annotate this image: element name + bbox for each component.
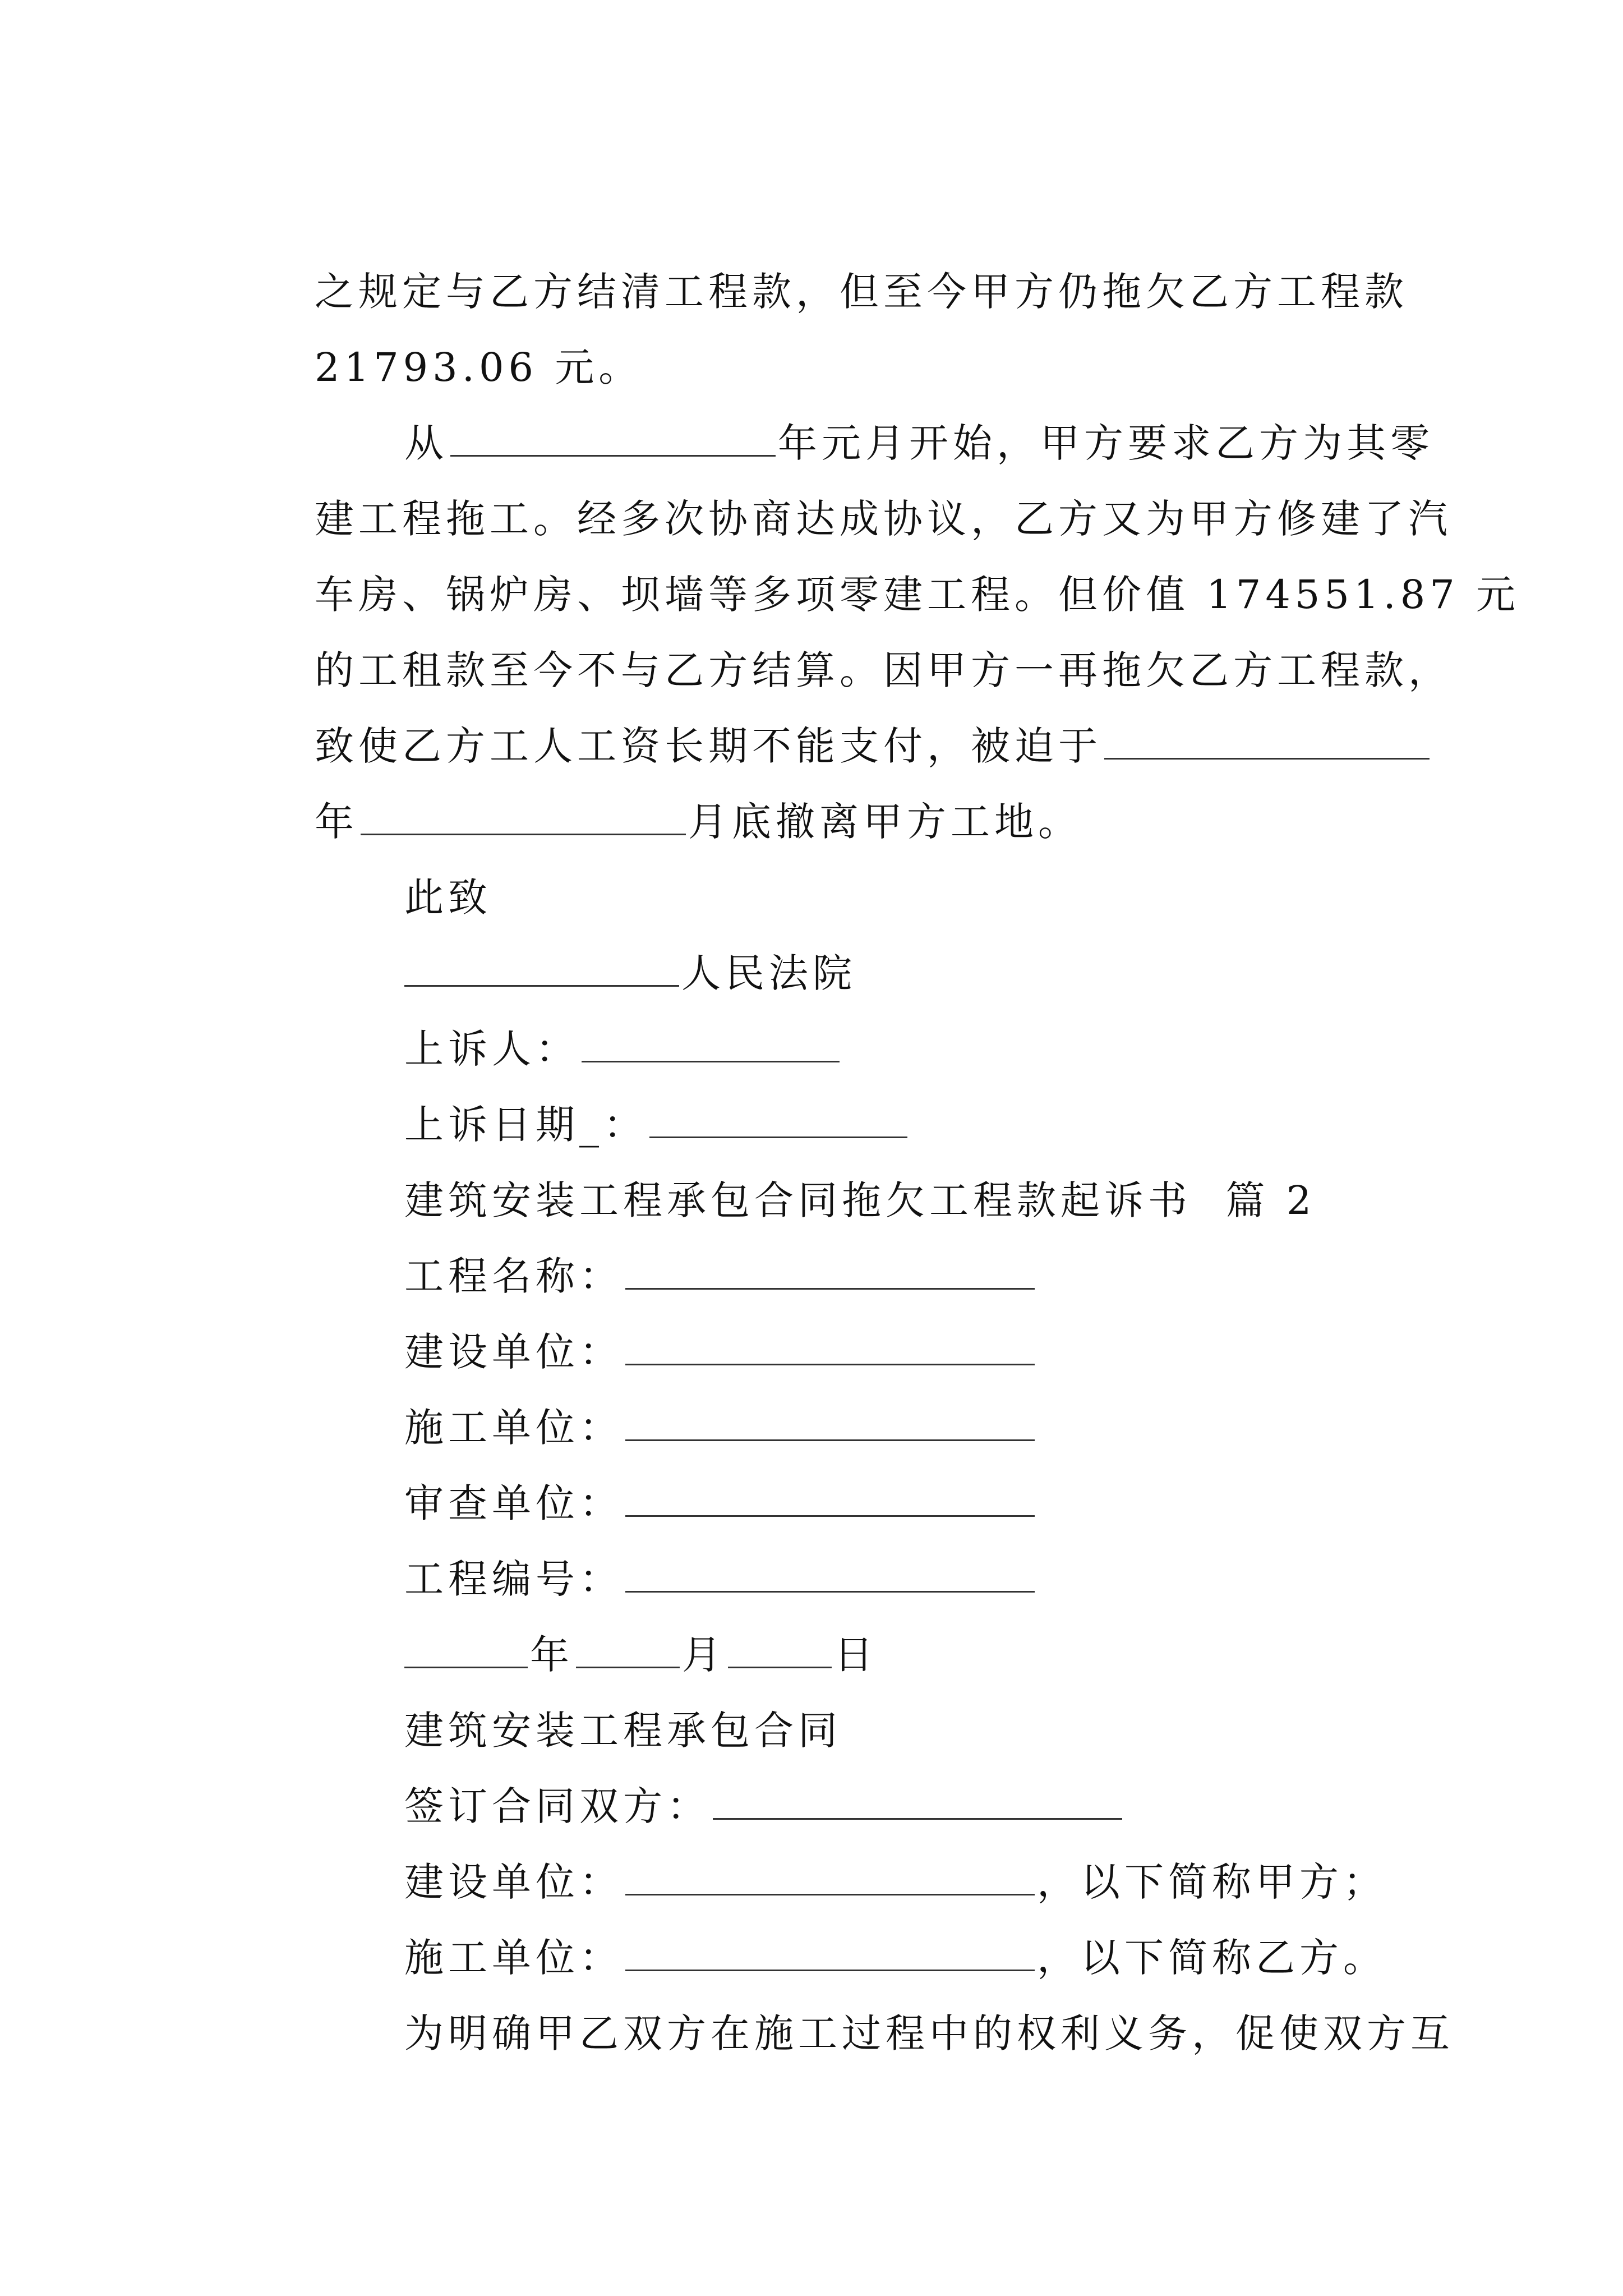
contract-title-text: 建筑安装工程承包合同: [404, 1708, 842, 1754]
text: 车房、锅炉房、坝墙等多项零建工程。但价值 174551.87 元: [315, 572, 1520, 618]
appeal-date-label: 上诉日期_：: [404, 1102, 648, 1148]
field-label: 施工单位：: [404, 1405, 624, 1451]
day-label: 日: [834, 1632, 878, 1678]
text: 的工租款至今不与乙方结算。因甲方一再拖欠乙方工程款，: [315, 647, 1453, 693]
party-b-suffix: ，以下简称乙方。: [1037, 1935, 1387, 1981]
field-label: 审查单位：: [404, 1480, 624, 1526]
party-a-suffix: ，以下简称甲方；: [1037, 1859, 1387, 1905]
text: 从: [404, 420, 449, 466]
field-label: 工程名称：: [404, 1253, 624, 1299]
year-blank[interactable]: [1104, 724, 1430, 760]
text: 月底撤离甲方工地。: [688, 799, 1082, 845]
text: 建工程拖工。经多次协商达成协议，乙方又为甲方修建了汽: [315, 496, 1453, 542]
section-heading-text: 建筑安装工程承包合同拖欠工程款起诉书 篇 2: [404, 1177, 1316, 1223]
text: 年: [315, 799, 359, 845]
field-label: 工程编号：: [404, 1556, 624, 1602]
text: 年元月开始，甲方要求乙方为其零: [778, 420, 1435, 466]
year-label: 年: [530, 1632, 574, 1678]
field-label: 建设单位：: [404, 1859, 624, 1905]
text: 之规定与乙方结清工程款，但至今甲方仍拖欠乙方工程款: [315, 269, 1409, 315]
text: 致使乙方工人工资长期不能支付，被迫于: [315, 723, 1103, 769]
amount-text: 21793.06 元。: [315, 344, 643, 390]
field-label: 建设单位：: [404, 1329, 624, 1375]
field-label: 签订合同双方：: [404, 1783, 711, 1829]
field-label: 施工单位：: [404, 1935, 624, 1981]
month-label: 月: [682, 1632, 726, 1678]
body-text-line: [336, 1958, 1454, 2109]
appellant-label: 上诉人：: [404, 1026, 580, 1072]
salutation-text: 此致: [404, 875, 492, 921]
text: 为明确甲乙双方在施工过程中的权利义务，促使双方互: [404, 2010, 1455, 2056]
court-suffix: 人民法院: [681, 950, 857, 996]
